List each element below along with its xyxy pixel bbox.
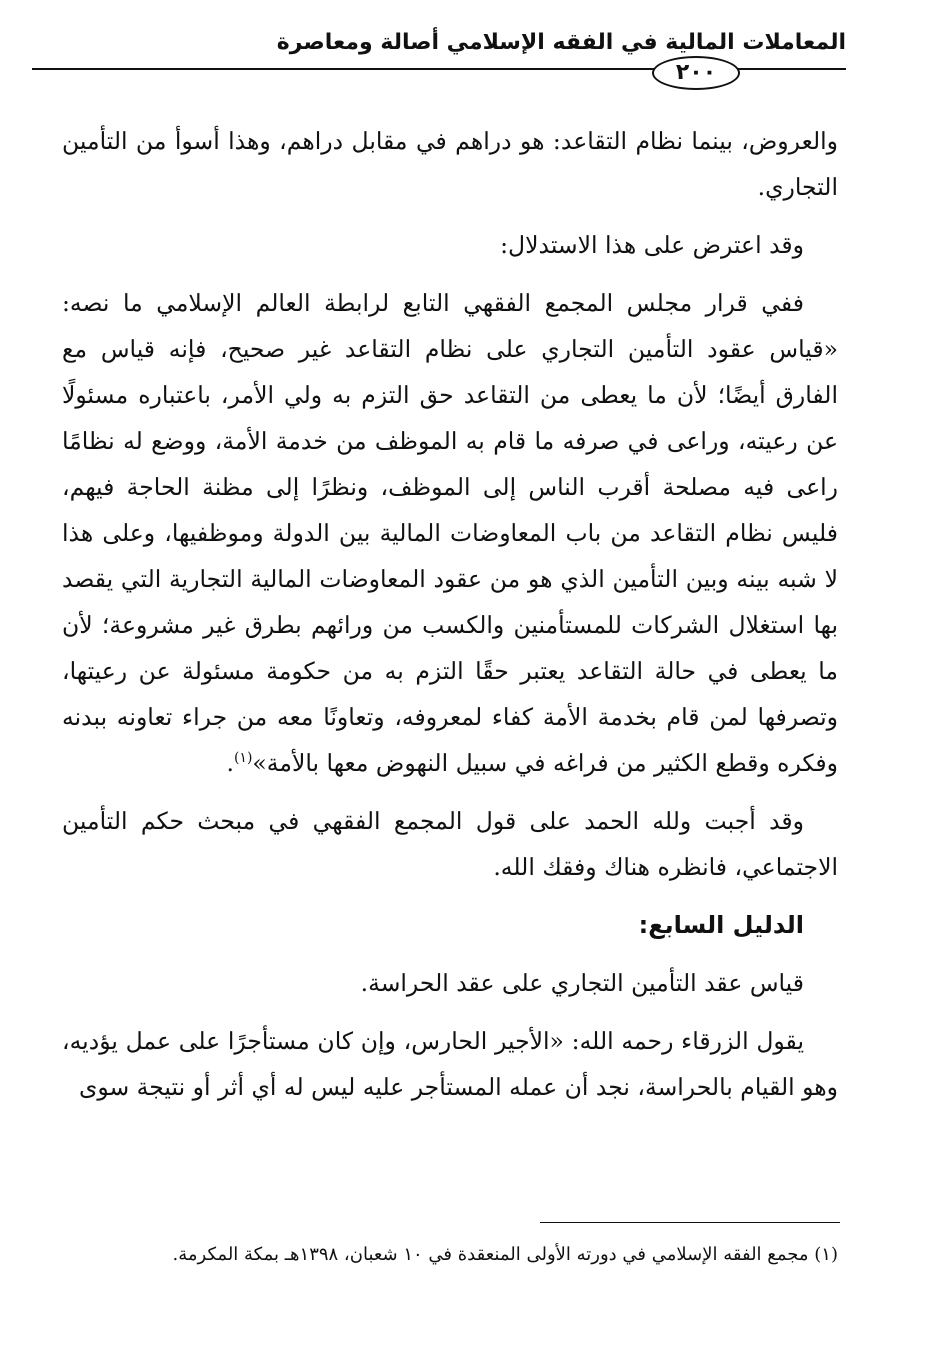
paragraph-5: قياس عقد التأمين التجاري على عقد الحراسة. xyxy=(360,969,804,997)
paragraph-4: وقد أجبت ولله الحمد على قول المجمع الفقهي في مبحث حكم التأمين الاجتماعي، فانظره هناك وفقك الله. xyxy=(62,807,838,881)
running-title: المعاملات المالية في الفقه الإسلامي أصالة ومعاصرة xyxy=(276,30,846,55)
footnote-text: مجمع الفقه الإسلامي في دورته الأولى المنعقدة في ١٠ شعبان، ١٣٩٨هـ بمكة المكرمة. xyxy=(172,1244,809,1265)
quote-text: ففي قرار مجلس المجمع الفقهي التابع لرابطة العالم الإسلامي ما نصه: «قياس عقود التأمين التجاري على نظام التقاعد غير صحيح، فإنه قياس مع الفارق أيضًا؛ لأن ما يعطى من التقاعد حق التزم به ولي الأمر، باعتباره مسئولًا عن رعيته، وراعى في صرفه ما قام به الموظف من خدمة الأمة، ووضع له نظامًا راعى فيه مصلحة أقرب الناس إلى الموظف، ونظرًا إلى مظنة الحاجة فيهم، فليس نظام التقاعد من باب المعاوضات المالية بين الدولة وموظفيها، وعلى هذا لا شبه بينه وبين التأمين الذي هو من عقود المعاوضات المالية التجارية التي يقصد بها استغلال الشركات للمستأمنين والكسب من ورائهم بطرق غير مشروعة؛ لأن ما يعطى في حالة التقاعد يعتبر حقًا التزم به من حكومة مسئولة عن رعيتها، وتصرفها لمن قام بخدمة الأمة كفاء لمعروفه، وتعاونًا معه من جراء تعاونه ببدنه وفكره وقطع الكثير من فراغه في سبيل النهوض معها بالأمة» xyxy=(62,289,838,777)
page-number: ٢٠٠ xyxy=(652,56,740,90)
quote-end: . xyxy=(226,749,234,777)
body-text xyxy=(62,118,838,1122)
paragraph-3-quote xyxy=(62,280,838,786)
footnote xyxy=(60,1240,838,1270)
footnote-separator xyxy=(540,1222,840,1223)
page-header xyxy=(28,28,846,98)
paragraph-2: وقد اعترض على هذا الاستدلال: xyxy=(500,231,804,259)
paragraph-6: يقول الزرقاء رحمه الله: «الأجير الحارس، وإن كان مستأجرًا على عمل يؤديه، وهو القيام بالحراسة، نجد أن عمله المستأجر عليه ليس له أي أثر أو نتيجة سوى xyxy=(62,1027,838,1101)
section-heading: الدليل السابع: xyxy=(638,911,804,939)
footnote-reference: (١) xyxy=(233,750,253,767)
paragraph-1: والعروض، بينما نظام التقاعد: هو دراهم في مقابل دراهم، وهذا أسوأ من التأمين التجاري. xyxy=(62,127,838,201)
footnote-marker: (١) xyxy=(814,1244,838,1265)
